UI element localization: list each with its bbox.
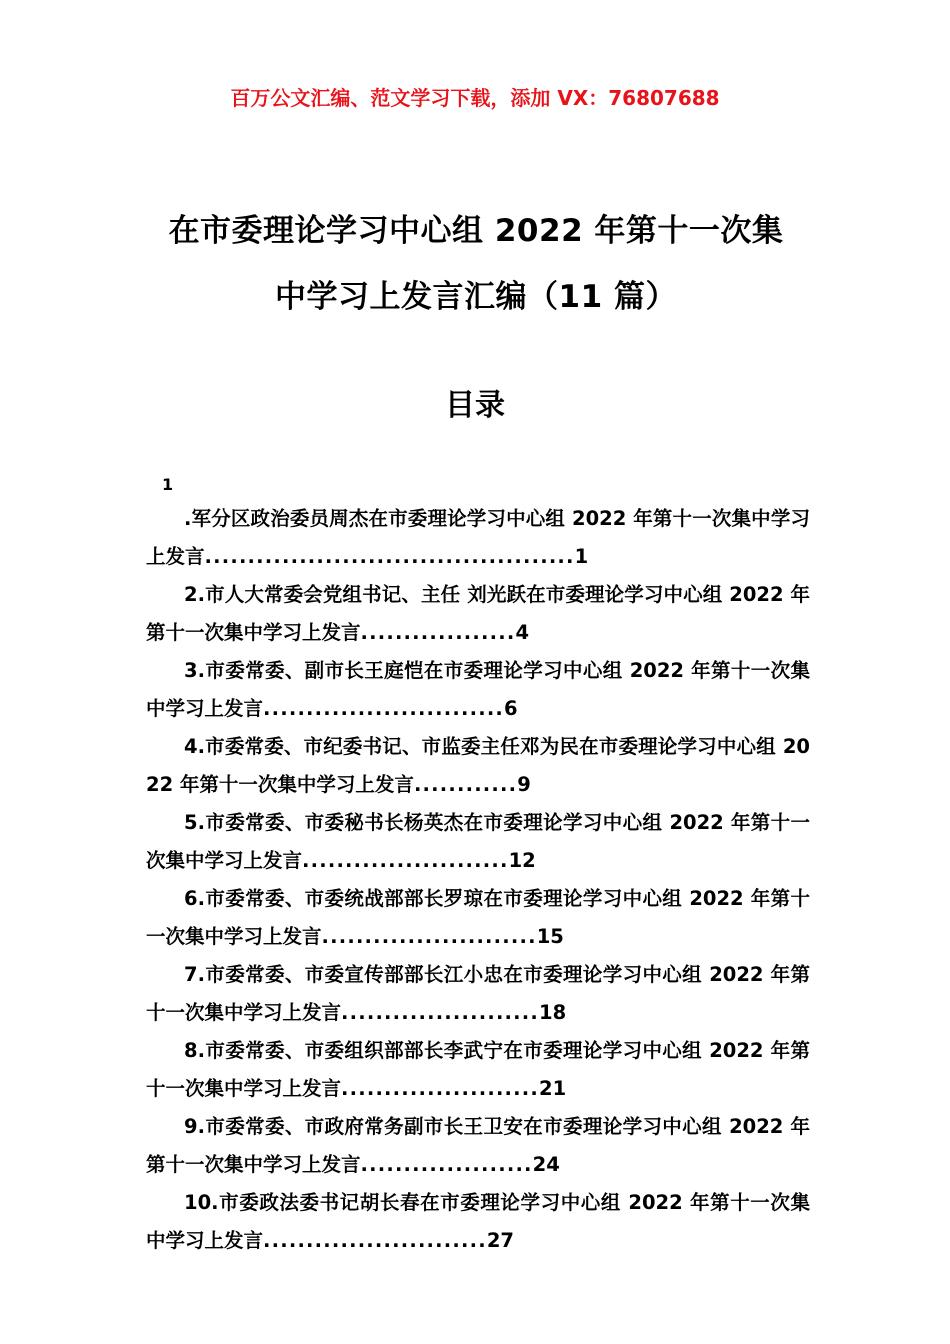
toc-entry[interactable] (146, 956, 810, 1032)
page-title-line-2: 中学习上发言汇编（11 篇） (275, 279, 677, 315)
toc-entry-dots: ......................... (321, 925, 537, 948)
toc-entry-label: 9.市委常委、市政府常务副市长王卫安在市委理论学习中心组 2022 年第十一次集中学习上发言 (146, 1115, 810, 1176)
toc-entry-page: 15 (536, 925, 564, 948)
toc-entry[interactable] (146, 500, 810, 576)
toc-entry-dots: ....................... (341, 1077, 539, 1100)
toc-entry[interactable] (146, 576, 810, 652)
toc-entry[interactable] (146, 1032, 810, 1108)
toc-entry[interactable] (146, 652, 810, 728)
toc-entry-label: 2.市人大常委会党组书记、主任 刘光跃在市委理论学习中心组 2022 年第十一次集中学习上发言 (146, 583, 810, 644)
toc-entry-dots: ............................ (263, 697, 505, 720)
toc-entry[interactable] (146, 804, 810, 880)
toc-entry-dots: .......................... (263, 1229, 487, 1252)
page-title-line-1: 在市委理论学习中心组 2022 年第十一次集 (168, 213, 784, 249)
toc-entry-dots: ........................................... (204, 545, 575, 568)
watermark-text: 百万公文汇编、范文学习下载，添加 VX：76807688 (230, 86, 720, 110)
toc-heading: 目录 (445, 388, 505, 423)
toc-entry[interactable] (146, 1108, 810, 1184)
toc-entry[interactable] (146, 728, 810, 804)
toc-entry-page: 1 (574, 545, 589, 568)
toc-entry-label: 3.市委常委、副市长王庭恺在市委理论学习中心组 2022 年第十一次集中学习上发言 (146, 659, 810, 720)
toc-entry-dots: ............ (413, 773, 518, 796)
toc-entry-page: 27 (486, 1229, 514, 1252)
toc-entry[interactable] (146, 1184, 810, 1260)
toc-entry-label: .军分区政治委员周杰在市委理论学习中心组 2022 年第十一次集中学习上发言 (146, 507, 810, 568)
toc-entry-label: 4.市委常委、市纪委书记、市监委主任邓为民在市委理论学习中心组 2022 年第十一次集中学习上发言 (146, 735, 810, 796)
toc-entry-page: 6 (504, 697, 518, 720)
toc-entry-dots: .................... (360, 1153, 533, 1176)
toc-entry-label: 10.市委政法委书记胡长春在市委理论学习中心组 2022 年第十一次集中学习上发言 (146, 1191, 810, 1252)
toc-entry-label: 8.市委常委、市委组织部部长李武宁在市委理论学习中心组 2022 年第十一次集中学习上发言 (146, 1039, 810, 1100)
toc-lead-number: 1 (162, 475, 174, 494)
toc-entry[interactable] (146, 880, 810, 956)
page-title (140, 198, 812, 330)
toc-entry-page: 4 (515, 621, 530, 644)
toc-entry-page: 9 (517, 773, 531, 796)
toc-entry-page: 12 (508, 849, 536, 872)
toc-entry-dots: .................. (360, 621, 516, 644)
toc-entry-label: 7.市委常委、市委宣传部部长江小忠在市委理论学习中心组 2022 年第十一次集中学习上发言 (146, 963, 810, 1024)
toc-entry-dots: ....................... (341, 1001, 539, 1024)
toc-entry-page: 21 (539, 1077, 567, 1100)
toc-entry-page: 24 (532, 1153, 560, 1176)
toc-entry-label: 5.市委常委、市委秘书长杨英杰在市委理论学习中心组 2022 年第十一次集中学习上发言 (146, 811, 810, 872)
toc-entry-page: 18 (539, 1001, 567, 1024)
toc-entry-dots: ........................ (302, 849, 509, 872)
table-of-contents (146, 470, 810, 1260)
toc-entry-label: 6.市委常委、市委统战部部长罗琼在市委理论学习中心组 2022 年第十一次集中学习上发言 (146, 887, 810, 948)
